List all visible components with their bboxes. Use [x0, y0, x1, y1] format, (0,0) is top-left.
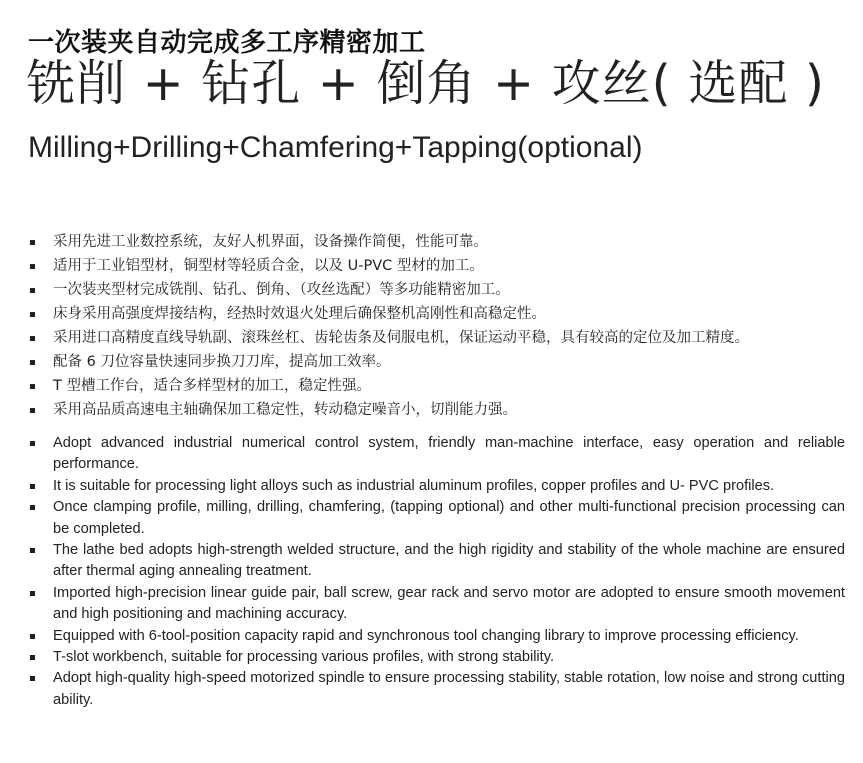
feature-item-en: [0, 583, 863, 626]
feature-list-chinese: [0, 230, 863, 422]
feature-item-zh: [0, 374, 863, 398]
bullet-icon: [30, 548, 35, 553]
feature-text: 床身采用高强度焊接结构，经热时效退火处理后确保整机高刚性和高稳定性。: [53, 306, 546, 322]
bullet-icon: [30, 676, 35, 681]
feature-text: Adopt high-quality high-speed motorized spindle to ensure processing stability, stable rotation, low noise and strong cutting ability.: [53, 670, 845, 708]
feature-text: Imported high-precision linear guide pair, ball screw, gear rack and servo motor are adopted to ensure smooth movement and high positioning and machining accuracy.: [53, 584, 845, 623]
title-english: Milling+Drilling+Chamfering+Tapping(optional): [28, 131, 643, 164]
bullet-icon: [30, 312, 35, 317]
feature-item-zh: [0, 302, 863, 326]
feature-text: It is suitable for processing light alloys such as industrial aluminum profiles, copper profiles and U- PVC profiles.: [53, 477, 775, 494]
bullet-icon: [30, 484, 35, 489]
bullet-icon: [30, 360, 35, 365]
feature-text: 采用进口高精度直线导轨副、滚珠丝杠、齿轮齿条及伺服电机，保证运动平稳，具有较高的定位及加工精度。: [53, 330, 749, 346]
feature-item-zh: [0, 398, 863, 422]
feature-text: Once clamping profile, milling, drilling, chamfering, (tapping optional) and other multi-functional precision processing can be completed.: [53, 499, 845, 537]
bullet-icon: [30, 408, 35, 413]
feature-item-en: [0, 433, 863, 476]
feature-item-en: [0, 626, 863, 647]
bullet-icon: [30, 634, 35, 639]
feature-item-zh: [0, 278, 863, 302]
feature-text: 一次装夹型材完成铣削、钻孔、倒角、（攻丝选配）等多功能精密加工。: [53, 282, 510, 298]
bullet-icon: [30, 655, 35, 660]
feature-item-en: [0, 476, 863, 497]
feature-item-zh: [0, 326, 863, 350]
bullet-icon: [30, 505, 35, 510]
bullet-icon: [30, 336, 35, 341]
feature-item-en: [0, 497, 863, 540]
bullet-icon: [30, 288, 35, 293]
feature-item-zh: [0, 230, 863, 254]
feature-item-en: [0, 540, 863, 583]
feature-item-en: [0, 668, 863, 711]
title-chinese-subtitle: 一次装夹自动完成多工序精密加工: [28, 28, 426, 58]
feature-item-zh: [0, 254, 863, 278]
feature-text: T 型槽工作台，适合多样型材的加工，稳定性强。: [53, 378, 371, 394]
bullet-icon: [30, 384, 35, 389]
feature-text: T-slot workbench, suitable for processing various profiles, with strong stability.: [53, 649, 554, 666]
feature-text: 采用先进工业数控系统，友好人机界面，设备操作简便，性能可靠。: [53, 234, 488, 250]
feature-text: Adopt advanced industrial numerical control system, friendly man-machine interface, easy operation and reliable performance.: [53, 435, 845, 473]
feature-text: Equipped with 6-tool-position capacity rapid and synchronous tool changing library to improve processing efficiency.: [53, 627, 799, 644]
bullet-icon: [30, 591, 35, 596]
feature-text: The lathe bed adopts high-strength welded structure, and the high rigidity and stability of the whole machine are ensured after thermal aging annealing treatment.: [53, 542, 845, 580]
feature-text: 采用高品质高速电主轴确保加工稳定性，转动稳定噪音小，切削能力强。: [53, 402, 517, 418]
feature-text: 适用于工业铝型材，铜型材等轻质合金，以及 U-PVC 型材的加工。: [53, 258, 484, 274]
feature-item-zh: [0, 350, 863, 374]
bullet-icon: [30, 240, 35, 245]
bullet-icon: [30, 264, 35, 269]
bullet-icon: [30, 441, 35, 446]
feature-list-english: [0, 433, 863, 711]
feature-item-en: [0, 647, 863, 668]
feature-text: 配备 6 刀位容量快速同步换刀刀库，提高加工效率。: [53, 354, 391, 370]
title-chinese-main: 铣削 + 钻孔 + 倒角 + 攻丝( 选配 ): [26, 55, 826, 112]
